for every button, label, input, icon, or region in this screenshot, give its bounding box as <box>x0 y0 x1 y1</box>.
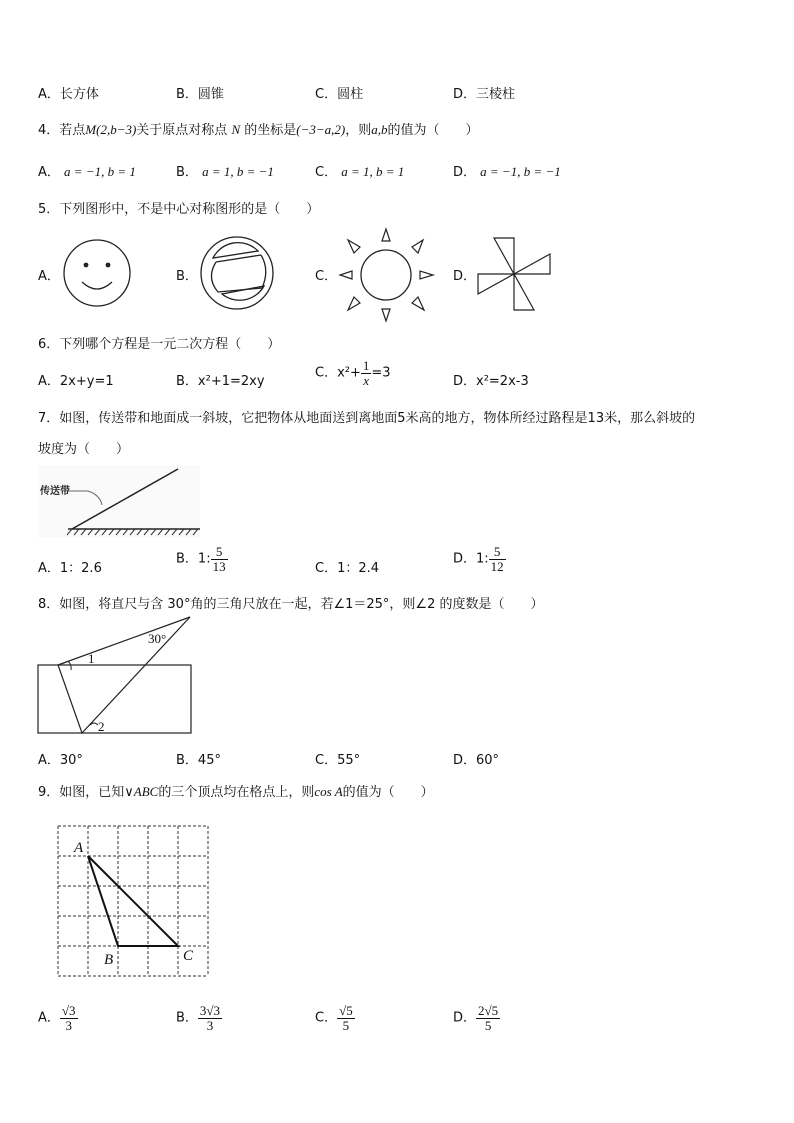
q7-stem-line1: 7．如图，传送带和地面成一斜坡，它把物体从地面送到离地面5米高的地方，物体所经过路程是13米，那么斜坡的 <box>38 411 696 426</box>
q6-option-b: B．x²+1=2xy <box>176 374 265 389</box>
q7-option-b: B．1: $\frac{5}{13}$ <box>176 544 226 574</box>
q9-stem: 9．如图，已知∨ABC的三个顶点均在格点上，则cos A的值为（ ） <box>38 784 434 800</box>
smiley-face-figure <box>60 238 134 308</box>
prohibition-sign-figure <box>198 236 278 310</box>
q4-option-d: D． a = −1, b = −1 <box>453 164 561 180</box>
q4-mid: 关于原点对称点 <box>136 123 228 138</box>
q4-stem <box>38 119 479 138</box>
q3-option-a: A．长方体 <box>38 87 99 102</box>
angle-2-label: 2 <box>98 719 105 734</box>
q9-option-c: C． $\frac{√5}{5}$ <box>315 1003 353 1033</box>
sun-figure <box>336 225 436 323</box>
q3-option-c: C．圆柱 <box>315 87 364 102</box>
vertex-a-label: A <box>74 840 84 856</box>
vertex-c-label: C <box>183 948 194 964</box>
q4-mid2: 的坐标是 <box>244 123 297 138</box>
conveyor-slope-figure <box>38 465 202 540</box>
q4-option-b: B． a = 1, b = −1 <box>176 164 274 180</box>
q8-option-c: C．55° <box>315 753 361 768</box>
grid-triangle-figure <box>56 824 216 984</box>
q5-option-d-label: D． <box>453 269 477 284</box>
angle-30-label: 30° <box>148 631 167 646</box>
q4-ab: a,b <box>371 122 388 137</box>
q4-coords: (−3−a,2) <box>296 122 346 137</box>
q5-option-b-label: B． <box>176 269 198 284</box>
q7-option-d: D．1: $\frac{5}{12}$ <box>453 544 504 574</box>
q3-option-b: B．圆锥 <box>176 87 224 102</box>
q4-point-n: N <box>231 122 241 137</box>
vertex-b-label: B <box>104 952 114 968</box>
q4-prefix: 4．若点 <box>38 123 86 138</box>
q5-option-c-label: C． <box>315 269 338 284</box>
ruler-triangle-figure <box>38 615 198 737</box>
q3-option-d: D．三棱柱 <box>453 87 516 102</box>
q6-option-a: A．2x+y=1 <box>38 374 114 389</box>
q8-option-d: D．60° <box>453 753 500 768</box>
pinwheel-figure <box>474 234 554 314</box>
q8-option-b: B．45° <box>176 753 221 768</box>
q4-tail: ，则 <box>345 123 372 138</box>
q9-option-a: A． $\frac{√3}{3}$ <box>38 1003 76 1033</box>
q7-option-a: A．1：2.6 <box>38 561 102 576</box>
q8-option-a: A．30° <box>38 753 83 768</box>
q8-stem: 8．如图，将直尺与含 30°角的三角尺放在一起，若∠1＝25°，则∠2 的度数是（ ） <box>38 597 544 612</box>
q7-stem-line2: 坡度为（ ） <box>38 442 130 457</box>
q6-option-c: C．x²+ $\frac{1}{x}$ =3 <box>315 358 391 388</box>
q9-option-b: B． $\frac{3√3}{3}$ <box>176 1003 221 1033</box>
q7-option-c: C．1：2.4 <box>315 561 380 576</box>
q4-option-a: A． a = −1, b = 1 <box>38 164 136 180</box>
q4-point-m: M(2,b−3) <box>85 122 137 137</box>
angle-1-label: 1 <box>88 651 95 666</box>
q5-stem: 5．下列图形中，不是中心对称图形的是（ ） <box>38 202 320 217</box>
q6-stem: 6．下列哪个方程是一元二次方程（ ） <box>38 337 281 352</box>
q5-option-a-label: A． <box>38 269 60 284</box>
conveyor-label: 传送带 <box>40 486 70 497</box>
q9-option-d: D． $\frac{2√5}{5}$ <box>453 1003 499 1033</box>
q4-option-c: C． a = 1, b = 1 <box>315 164 405 180</box>
q6-option-d: D．x²=2x-3 <box>453 374 529 389</box>
q4-end: 的值为（ ） <box>387 123 479 138</box>
